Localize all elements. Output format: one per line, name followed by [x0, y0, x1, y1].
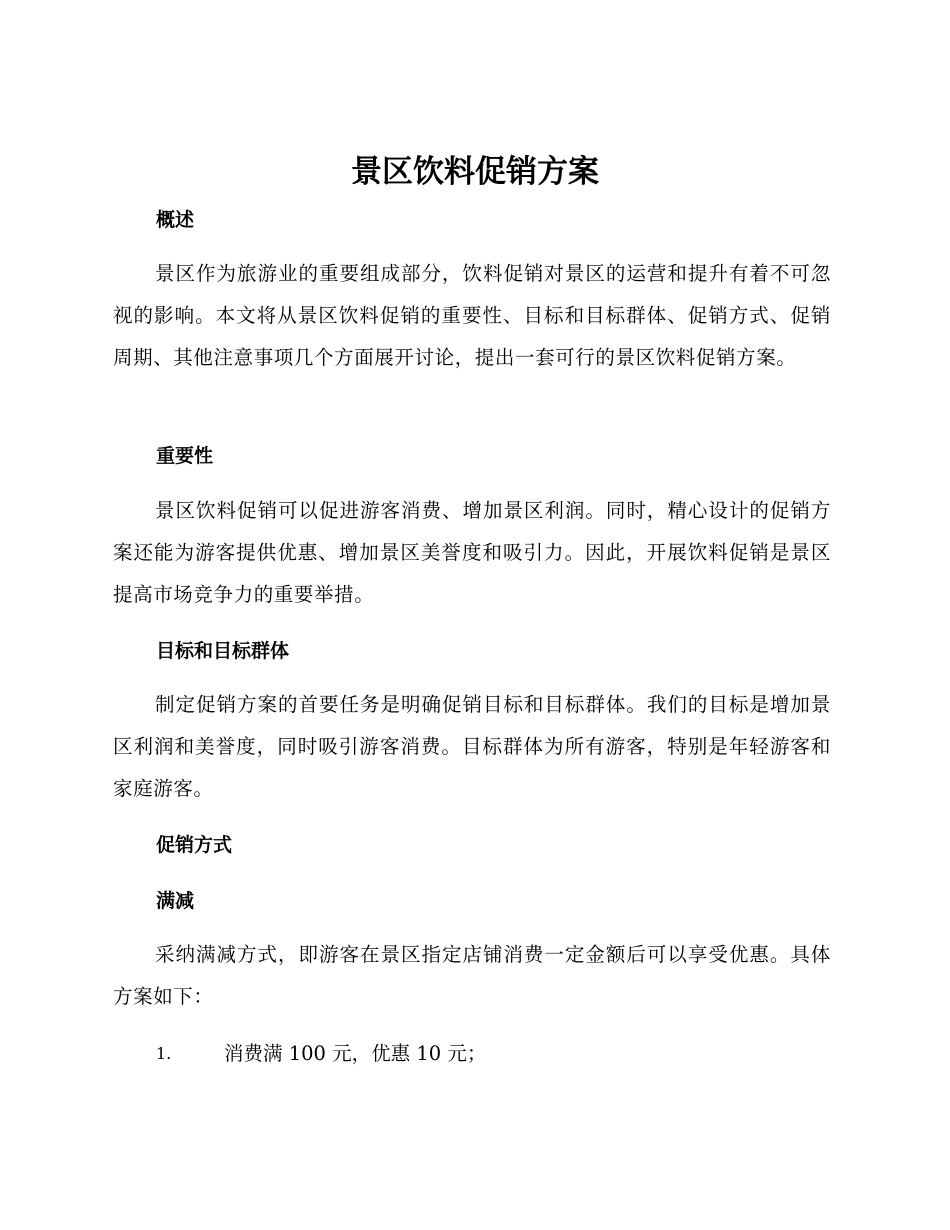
list-item-number: 1.	[156, 1044, 172, 1063]
list-item	[156, 1037, 486, 1071]
section-heading-full-reduction: 满减	[156, 890, 195, 912]
section-heading-promotion-methods: 促销方式	[156, 834, 233, 856]
section-paragraph-full-reduction: 采纳满减方式，即游客在景区指定店铺消费一定金额后可以享受优惠。具体方案如下：	[113, 943, 831, 1008]
section-heading-target-group: 目标和目标群体	[156, 640, 290, 662]
section-paragraph-importance: 景区饮料促销可以促进游客消费、增加景区利润。同时，精心设计的促销方案还能为游客提供优惠、增加景区美誉度和吸引力。因此，开展饮料促销是景区提高市场竞争力的重要举措。	[113, 499, 831, 606]
section-heading-importance: 重要性	[156, 445, 214, 467]
section-paragraph-target-group: 制定促销方案的首要任务是明确促销目标和目标群体。我们的目标是增加景区利润和美誉度，同时吸引游客消费。目标群体为所有游客，特别是年轻游客和家庭游客。	[113, 693, 831, 800]
section-paragraph-overview: 景区作为旅游业的重要组成部分，饮料促销对景区的运营和提升有着不可忽视的影响。本文将从景区饮料促销的重要性、目标和目标群体、促销方式、促销周期、其他注意事项几个方面展开讨论，提出一套可行的景区饮料促销方案。	[113, 262, 831, 369]
document-title: 景区饮料促销方案	[351, 154, 599, 190]
section-heading-overview: 概述	[156, 209, 195, 231]
list-item-text: 消费满 100 元，优惠 10 元；	[224, 1042, 487, 1065]
